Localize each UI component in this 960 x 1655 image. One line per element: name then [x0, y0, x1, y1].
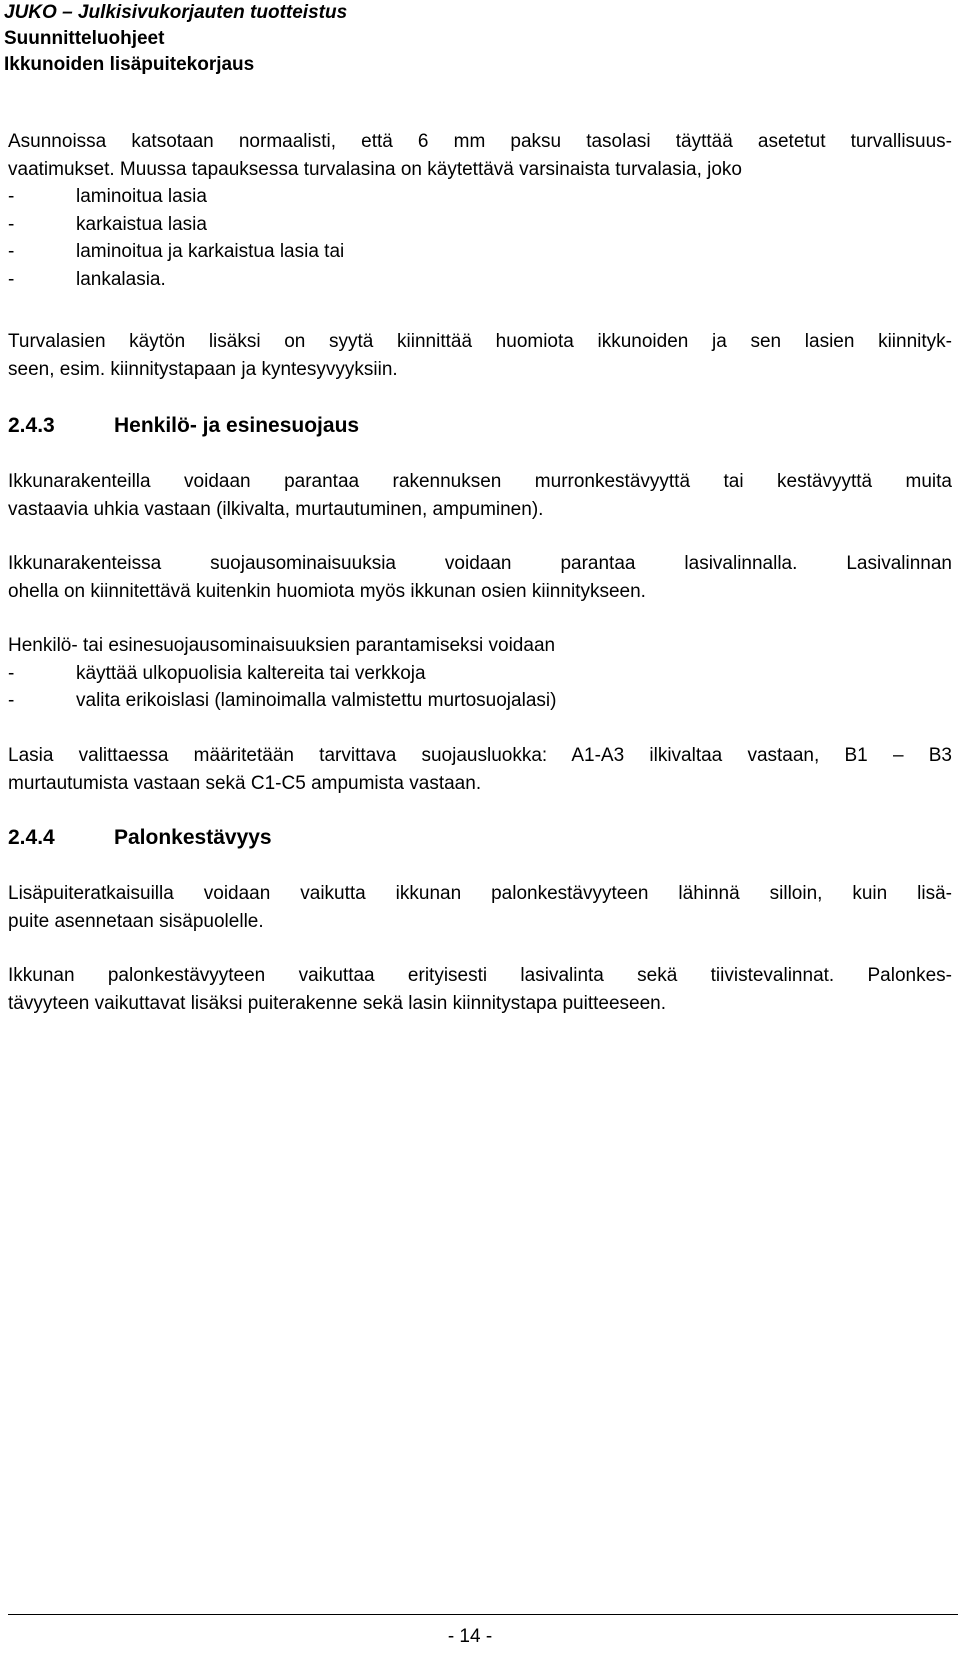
list-item-text: karkaistua lasia — [76, 213, 207, 235]
paragraph-line: vastaavia uhkia vastaan (ilkivalta, murtautuminen, ampuminen). — [8, 498, 544, 520]
header-topic: Ikkunoiden lisäpuitekorjaus — [4, 54, 255, 75]
paragraph-line: Lisäpuiteratkaisuilla voidaan vaikutta ikkunan palonkestävyyteen lähinnä silloin, kuin lisä- — [8, 883, 952, 904]
running-header — [4, 0, 904, 78]
safety-glass-paragraph — [8, 328, 952, 383]
paragraph-line: Ikkunarakenteilla voidaan parantaa rakennuksen murronkestävyyttä tai kestävyyttä muita — [8, 471, 952, 492]
list-item-text: käyttää ulkopuolisia kaltereita tai verkkoja — [76, 662, 426, 684]
header-title: JUKO – Julkisivukorjauten tuotteistus — [4, 2, 348, 23]
paragraph-line: ohella on kiinnitettävä kuitenkin huomiota myös ikkunan osien kiinnitykseen. — [8, 580, 646, 602]
section-title: Palonkestävyys — [114, 826, 272, 849]
paragraph-line: Henkilö- tai esinesuojausominaisuuksien parantamiseksi voidaan — [8, 635, 556, 656]
list-item-text: valita erikoislasi (laminoimalla valmistettu murtosuojalasi) — [76, 690, 557, 711]
list-item-text: laminoitua ja karkaistua lasia tai — [76, 241, 345, 262]
list-dash: - — [8, 268, 15, 290]
intro-line-2: vaatimukset. Muussa tapauksessa turvalasina on käytettävä varsinaista turvalasia, joko — [8, 158, 742, 180]
list-item-text: lankalasia. — [76, 268, 166, 290]
section-243-paragraph-4 — [8, 742, 952, 797]
paragraph-line: murtautumista vastaan sekä C1-C5 ampumista vastaan. — [8, 772, 482, 794]
list-dash: - — [8, 690, 15, 711]
intro-line-1: Asunnoissa katsotaan normaalisti, että 6 mm paksu tasolasi täyttää asetetut turvallisuus- — [8, 131, 952, 152]
paragraph-line: Turvalasien käytön lisäksi on syytä kiinnittää huomiota ikkunoiden ja sen lasien kiinnityk- — [8, 331, 952, 352]
page-number: - 14 - — [447, 1626, 493, 1647]
list-item — [8, 687, 952, 715]
list-dash: - — [8, 186, 15, 207]
list-dash: - — [8, 241, 15, 262]
paragraph-line: Ikkunan palonkestävyyteen vaikuttaa erityisesti lasivalinta sekä tiivistevalinnat. Palonkes- — [8, 965, 952, 986]
section-244-paragraph-2 — [8, 962, 952, 1017]
list-dash: - — [8, 662, 15, 684]
paragraph-line: seen, esim. kiinnitystapaan ja kyntesyvyyksiin. — [8, 358, 398, 380]
intro-paragraph — [8, 128, 952, 293]
section-heading-243 — [8, 412, 359, 440]
list-dash: - — [8, 213, 15, 235]
section-number: 2.4.4 — [8, 826, 55, 849]
paragraph-line: Ikkunarakenteissa suojausominaisuuksia voidaan parantaa lasivalinnalla. Lasivalinnan — [8, 553, 952, 574]
list-item — [8, 660, 952, 688]
section-heading-244 — [8, 824, 272, 852]
paragraph-line: Lasia valittaessa määritetään tarvittava suojausluokka: A1-A3 ilkivaltaa vastaan, B1 – B3 — [8, 745, 952, 766]
section-243-paragraph-3 — [8, 632, 952, 715]
section-243-paragraph-2 — [8, 550, 952, 605]
section-243-paragraph-1 — [8, 468, 952, 523]
list-item — [8, 211, 952, 239]
paragraph-line: puite asennetaan sisäpuolelle. — [8, 910, 264, 932]
section-title: Henkilö- ja esinesuojaus — [114, 414, 360, 437]
list-item — [8, 183, 952, 211]
list-item — [8, 266, 952, 294]
header-subtitle: Suunnitteluohjeet — [4, 28, 165, 49]
paragraph-line: tävyyteen vaikuttavat lisäksi puiterakenne sekä lasin kiinnitystapa puitteeseen. — [8, 992, 666, 1014]
list-item-text: laminoitua lasia — [76, 186, 207, 207]
footer-divider — [8, 1614, 958, 1615]
list-item — [8, 238, 952, 266]
section-number: 2.4.3 — [8, 414, 55, 437]
section-244-paragraph-1 — [8, 880, 952, 935]
